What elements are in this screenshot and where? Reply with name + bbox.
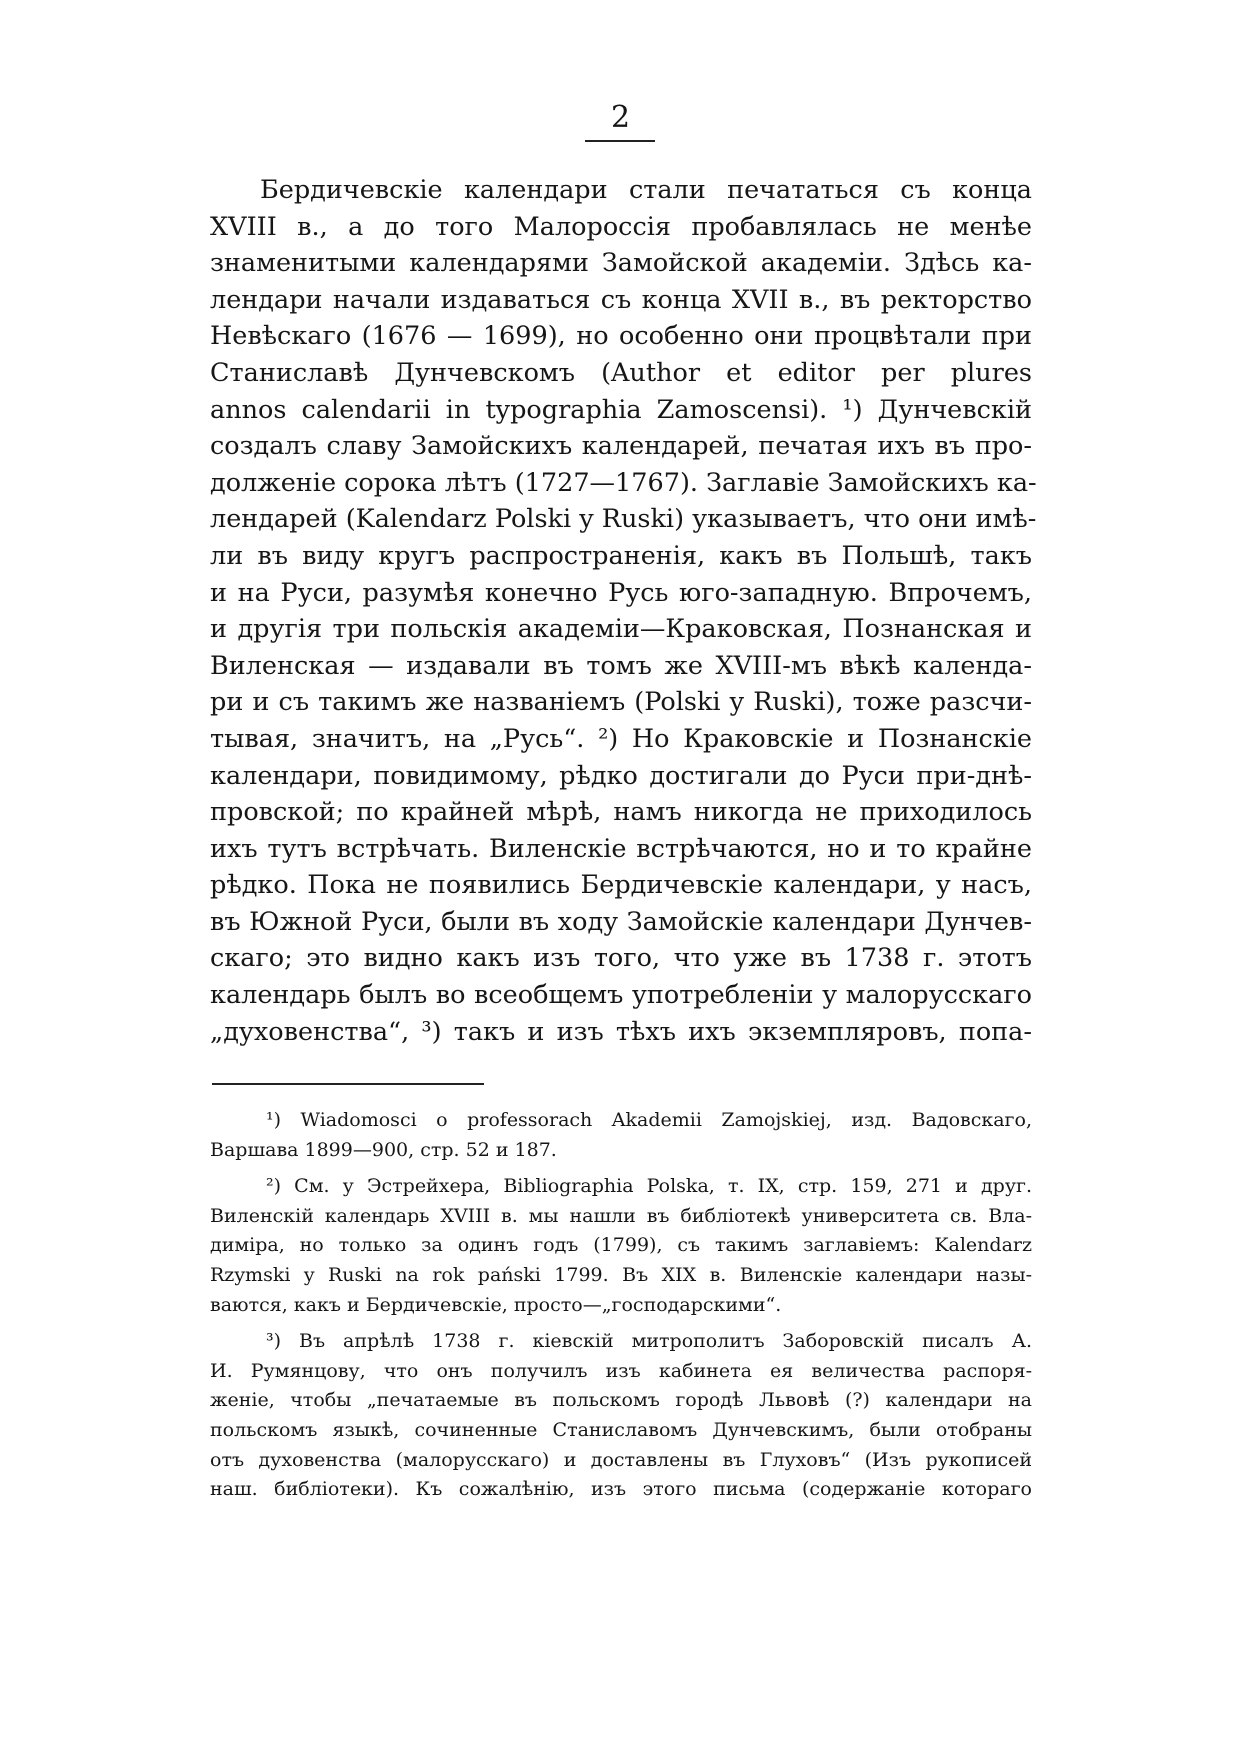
body-line: въ Южной Руси, были въ ходу Замойскіе календари Дунчев- xyxy=(210,906,1032,937)
body-line: ли въ виду кругъ распространенія, какъ въ Польшѣ, такъ xyxy=(210,540,1032,571)
body-line: календарь былъ во всеобщемъ употребленіи у малорусскаго xyxy=(210,980,1032,1011)
main-text xyxy=(210,172,1037,1050)
footnote-line: женіе, чтобы „печатаемые въ польскомъ городѣ Львовѣ (?) календари на xyxy=(210,1389,1032,1412)
footnotes xyxy=(210,1106,1032,1505)
body-line: Бердичевскіе календари стали печататься съ конца xyxy=(260,175,1032,205)
body-line: и на Руси, разумѣя конечно Русь юго-западную. Впрочемъ, xyxy=(210,577,1032,608)
footnote-line: наш. библіотеки). Къ сожалѣнію, изъ этого письма (содержаніе котораго xyxy=(210,1478,1032,1501)
footnote-line: ²) См. у Эстрейхера, Bibliographia Polska, т. IX, стр. 159, 271 и друг. xyxy=(266,1175,1032,1198)
body-line: ихъ тутъ встрѣчать. Виленскіе встрѣчаются, но и то крайне xyxy=(210,833,1032,864)
body-line: annos calendarii in typographia Zamoscensi). ¹) Дунчевскій xyxy=(210,394,1032,425)
body-line: Невѣскаго (1676 — 1699), но особенно они процвѣтали при xyxy=(210,321,1032,352)
footnote-separator xyxy=(212,1083,484,1085)
footnote-line: ¹) Wiadomosci o professorach Akademii Zamojskiej, изд. Вадовскаго, xyxy=(266,1109,1032,1131)
body-line: скаго; это видно какъ изъ того, что уже въ 1738 г. этотъ xyxy=(210,943,1032,974)
body-line: создалъ славу Замойскихъ календарей, печатая ихъ въ про- xyxy=(210,431,1032,462)
body-line: Виленская — издавали въ томъ же XVIII-мъ вѣкѣ календа- xyxy=(210,650,1032,681)
body-line: ри и съ такимъ же названіемъ (Polski y Ruski), тоже разсчи- xyxy=(210,687,1032,718)
body-line: знаменитыми календарями Замойской академіи. Здѣсь ка- xyxy=(210,248,1032,279)
body-line: календари, повидимому, рѣдко достигали до Руси при-днѣ- xyxy=(210,760,1032,791)
footnote-line: диміра, но только за одинъ годъ (1799), съ такимъ заглавіемъ: Kalendarz xyxy=(210,1234,1032,1257)
footnote-line: Rzymski y Ruski na rok pański 1799. Въ XIX в. Виленскіе календари назы- xyxy=(210,1263,1032,1286)
body-line: и другія три польскія академіи—Краковская, Познанская и xyxy=(210,614,1032,645)
body-line: XVIII в., а до того Малороссія пробавлялась не менѣе xyxy=(210,211,1032,242)
body-line: Станиславѣ Дунчевскомъ (Author et editor per plures xyxy=(210,357,1032,388)
body-line: провской; по крайней мѣрѣ, намъ никогда не приходилось xyxy=(210,797,1032,828)
body-line: лендари начали издаваться съ конца XVII в., въ ректорство xyxy=(210,284,1032,315)
footnote-1 xyxy=(210,1106,1032,1165)
footnote-line: отъ духовенства (малорусскаго) и доставлены въ Глуховъ“ (Изъ рукописей xyxy=(210,1448,1032,1471)
footnote-line: ваются, какъ и Бердичевскіе, просто—„господарскими“. xyxy=(210,1293,782,1316)
footnote-3 xyxy=(210,1327,1032,1505)
footnote-line: И. Румянцову, что онъ получилъ изъ кабинета ея величества распоря- xyxy=(210,1359,1032,1382)
body-line: рѣдко. Пока не появились Бердичевскіе календари, у насъ, xyxy=(210,870,1032,901)
footnote-2 xyxy=(210,1172,1032,1320)
body-line: „духовенства“, ³) такъ и изъ тѣхъ ихъ экземпляровъ, попа- xyxy=(210,1016,1032,1047)
footnote-line: Виленскій календарь XVIII в. мы нашли въ библіотекѣ университета св. Вла- xyxy=(210,1204,1032,1227)
page-number: 2 xyxy=(610,100,631,135)
footnote-line: ³) Въ апрѣлѣ 1738 г. кіевскій митрополитъ Заборовскій писалъ А. xyxy=(266,1330,1032,1353)
body-line: долженіе сорока лѣтъ (1727—1767). Заглавіе Замойскихъ ка- xyxy=(210,467,1037,498)
body-line: тывая, значитъ, на „Русь“. ²) Но Краковскіе и Познанскіе xyxy=(210,723,1032,754)
page-number-underline xyxy=(585,140,655,142)
body-line: лендарей (Kalendarz Polski y Ruski) указываетъ, что они имѣ- xyxy=(210,504,1037,535)
footnote-line: Варшава 1899—900, стр. 52 и 187. xyxy=(210,1138,557,1161)
footnote-line: польскомъ языкѣ, сочиненные Станиславомъ Дунчевскимъ, были отобраны xyxy=(210,1418,1032,1441)
